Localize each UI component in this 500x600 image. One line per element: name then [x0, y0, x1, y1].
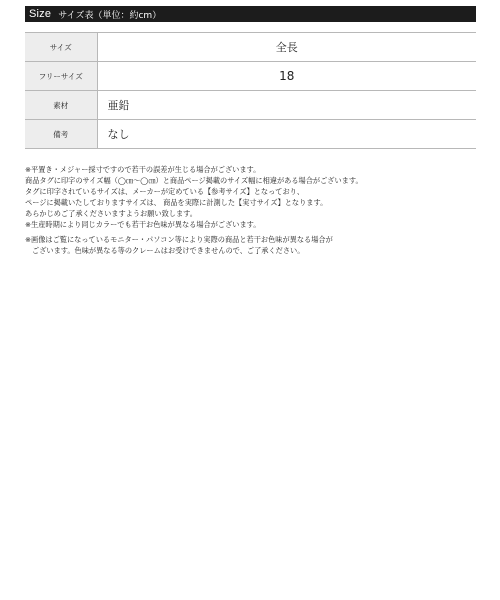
note-understanding-request: あらかじめご了承くださいますようお願い致します。: [25, 209, 197, 218]
notes-section: [25, 164, 476, 256]
remarks-value-cell: なし: [97, 120, 476, 149]
material-label-cell: 素材: [25, 91, 97, 120]
size-title: Size: [29, 8, 52, 20]
table-row-material: [25, 91, 476, 120]
size-table: [25, 32, 476, 149]
size-table-subtitle: サイズ表（単位：約cm）: [58, 10, 162, 21]
free-size-value-cell: 18: [97, 62, 476, 91]
note-tag-size-difference: 商品タグに印字のサイズ幅（◯㎝〜◯㎝）と商品ページ掲載のサイズ幅に相違がある場合がございます。: [25, 176, 363, 185]
free-size-label-cell: フリーサイズ: [25, 62, 97, 91]
note-actual-size: ページに掲載いたしておりますサイズは、 商品を実際に計測した【実寸サイズ】となります。: [25, 198, 328, 207]
note-monitor-color: ※画像はご覧になっているモニター・パソコン等により実際の商品と若干お色味が異なる場合が: [25, 235, 333, 244]
size-label-cell: サイズ: [25, 33, 97, 62]
table-row-free-size: [25, 62, 476, 91]
size-header-bar: [25, 6, 476, 22]
column-header-total-length: 全長: [97, 33, 476, 62]
note-no-claims: ございます。色味が異なる等のクレームはお受けできませんので、ご了承ください。: [32, 246, 305, 255]
note-measurement-error: ※平置き・メジャー採寸ですので若干の誤差が生じる場合がございます。: [25, 165, 261, 174]
material-value-cell: 亜鉛: [97, 91, 476, 120]
table-row-remarks: [25, 120, 476, 149]
note-reference-size: タグに印字されているサイズは、メーカーが定めている【参考サイズ】となっており、: [25, 187, 305, 196]
note-color-variation: ※生産時期により同じカラーでも若干お色味が異なる場合がございます。: [25, 220, 261, 229]
table-row-header: [25, 33, 476, 62]
remarks-label-cell: 備考: [25, 120, 97, 149]
